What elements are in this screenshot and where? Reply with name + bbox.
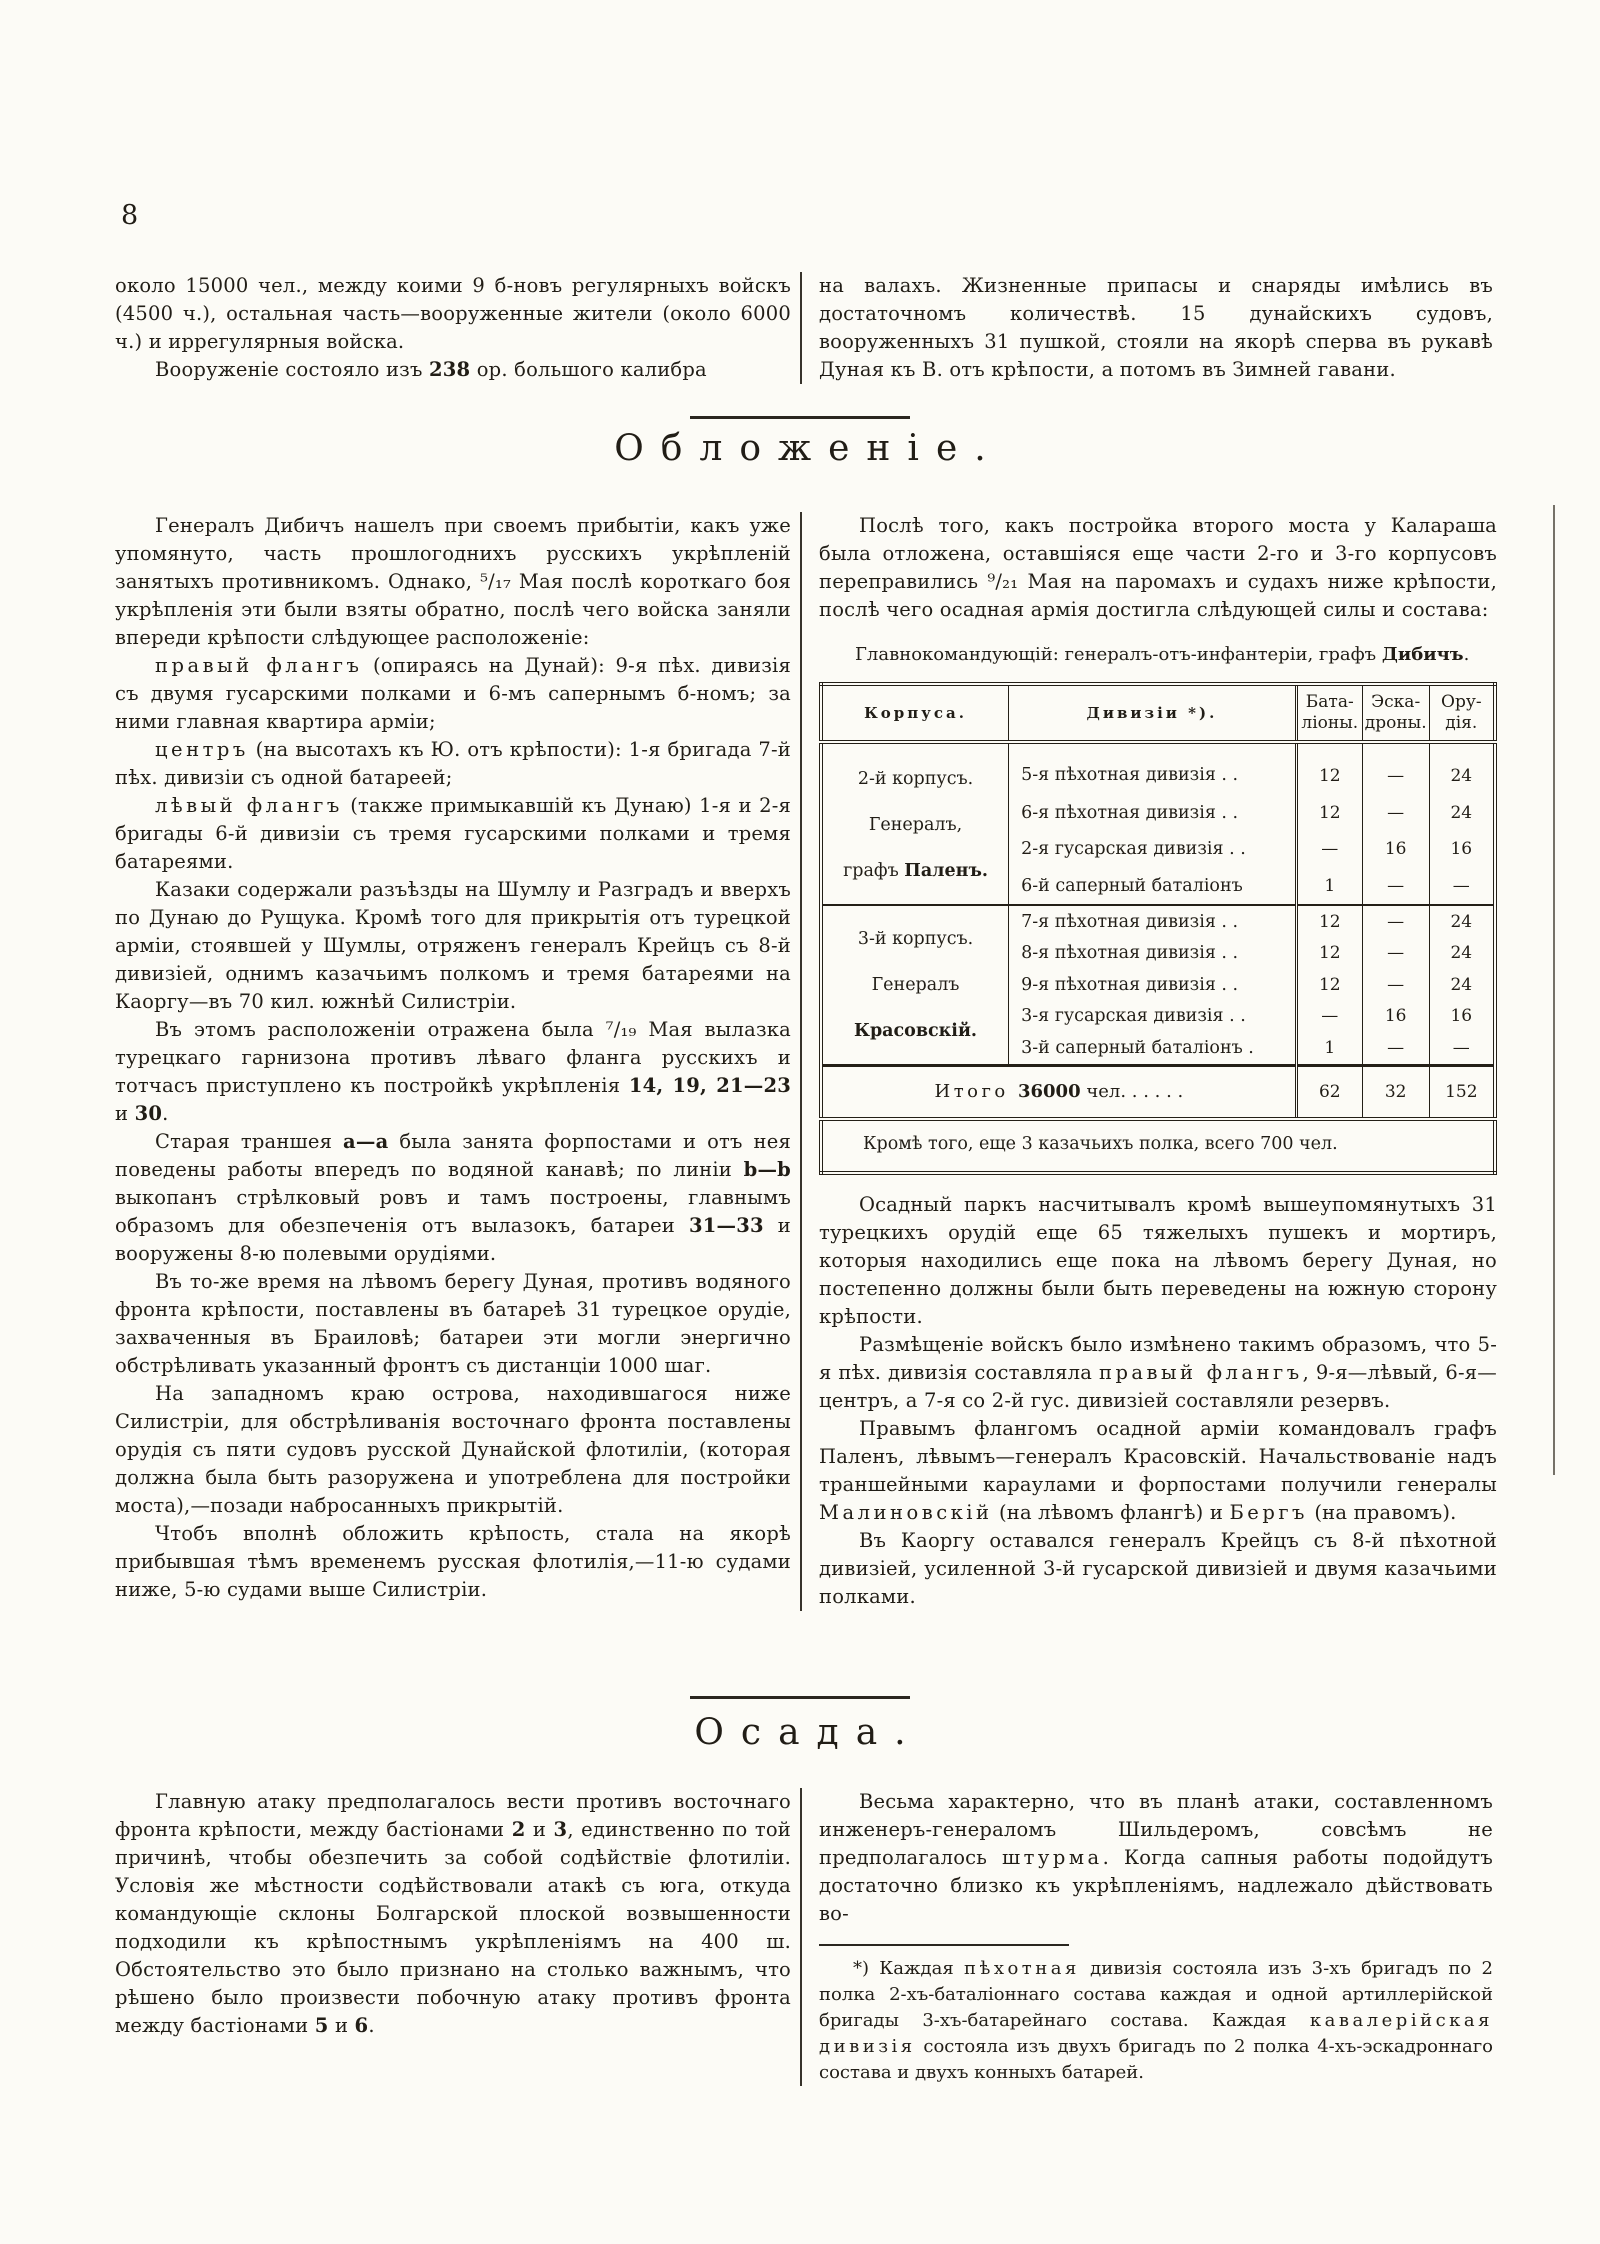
text-run: .	[162, 1102, 169, 1125]
text-run: центръ	[155, 738, 249, 761]
table-note-text: Кромѣ того, еще 3 казачьихъ полка, всего 700 чел.	[863, 1134, 1338, 1154]
corps-cell	[821, 742, 1009, 905]
text-run: и вооружены 8-ю полевыми орудіями.	[115, 1214, 791, 1265]
text-run: Старая траншея	[155, 1130, 344, 1153]
forces-table-value-cell: —	[1362, 938, 1429, 970]
forces-table-value-cell: 24	[1429, 938, 1495, 970]
text-run: Осадный паркъ насчитывалъ кромѣ вышеупомянутыхъ 31 турецкихъ орудій еще 65 тяжелыхъ пушекъ и мортиръ, которыя находились еще пока на лѣвомъ берегу Дуная, но постепенно должны были быть переведены на южную сторону крѣпости.	[819, 1193, 1497, 1328]
text-run: Дибичъ	[1381, 644, 1464, 665]
text-run: Размѣщеніе войскъ было измѣнено такимъ образомъ, что 5-я пѣх. дивизія составляла	[819, 1333, 1497, 1384]
text-run: Паленъ.	[904, 861, 988, 881]
intro-section	[115, 272, 1493, 384]
forces-table-column-header: Ору- дія.	[1429, 684, 1495, 742]
forces-table-value-cell: 12	[1296, 795, 1362, 831]
text-run: графъ	[843, 861, 905, 881]
forces-table-value-cell: —	[1362, 867, 1429, 905]
paragraph	[819, 1331, 1497, 1415]
division-cell: 8-я пѣхотная дивизія . .	[1009, 938, 1297, 970]
forces-table-row	[821, 905, 1495, 938]
division-cell: 5-я пѣхотная дивизія . .	[1009, 742, 1297, 795]
text-run: Бергъ	[1229, 1501, 1308, 1524]
text-run: чел. . . . . .	[1080, 1081, 1184, 1102]
text-run: На западномъ краю острова, находившагося ниже Силистріи, для обстрѣливанія восточнаго фронта поставлены орудія съ пяти судовъ русской Дунайской флотиліи, (которая должна была быть разоружена и употреблена для постройки моста),—позади набросанныхъ прикрытій.	[115, 1382, 791, 1517]
paragraph	[819, 1788, 1493, 1928]
text-run: 3-й корпусъ.	[857, 929, 974, 949]
intro-left-column	[115, 272, 791, 384]
paragraph	[115, 356, 791, 384]
text-run: и	[115, 1102, 135, 1125]
forces-table-value-cell: —	[1296, 1001, 1362, 1033]
oblozhenie-section	[115, 512, 1497, 1611]
text-run: и	[525, 1818, 554, 1841]
text-run: (на правомъ).	[1307, 1501, 1457, 1524]
intro-right-column	[800, 272, 1493, 384]
forces-table-value-cell: 12	[1296, 938, 1362, 970]
text-run: состояла изъ двухъ бригадъ по 2 полка 4-хъ-эскадроннаго состава и двухъ конныхъ батарей.	[819, 2036, 1493, 2083]
forces-table-value-cell: —	[1429, 867, 1495, 905]
text-run: Весьма характерно, что въ планѣ атаки, составленномъ инженеръ-генераломъ Шильдеромъ, совсѣмъ не предполагалось	[819, 1790, 1493, 1869]
text-run: Генералъ	[871, 975, 960, 995]
forces-table-value-cell: —	[1362, 1032, 1429, 1065]
text-run: на валахъ. Жизненные припасы и снаряды имѣлись въ достаточномъ количествѣ. 15 дунайскихъ судовъ, вооруженныхъ 31 пушкой, стояли на якорѣ сперва въ рукавѣ Дуная къ В. отъ крѣпости, а потомъ въ Зимней гавани.	[819, 274, 1493, 381]
commander-line	[819, 642, 1497, 668]
paragraph	[115, 652, 791, 736]
text-run: .	[368, 2014, 375, 2037]
text-run: выкопанъ стрѣлковый ровъ и тамъ построены, главнымъ образомъ для обезпеченія отъ вылазокъ, батареи	[115, 1186, 791, 1237]
paragraph	[819, 1956, 1493, 2086]
forces-table-value-cell: —	[1362, 795, 1429, 831]
forces-table-value-cell: 16	[1362, 831, 1429, 867]
text-run: , единственно по той причинѣ, чтобы обезпечить за собой содѣйствіе флотиліи. Условія же мѣстности содѣйствовали атакѣ съ юга, откуда командующіе склоны Болгарской плоской возвышенности подходили къ крѣпостнымъ укрѣпленіямъ на 400 ш. Обстоятельство это было признано на столько важнымъ, что рѣшено было произвести побочную атаку противъ фронта между бастіонами	[115, 1818, 791, 2037]
total-label-cell	[821, 1066, 1296, 1120]
text-run: (опираясь на Дунай): 9-я пѣх. дивизія съ двумя гусарскими полками и 6-мъ сапернымъ б-номъ; за ними главная квартира арміи;	[115, 654, 791, 733]
forces-table-note-row	[821, 1119, 1495, 1173]
right-column-intro-text	[819, 512, 1497, 624]
forces-table-column-header: Эска- дроны.	[1362, 684, 1429, 742]
paragraph	[115, 1788, 791, 2040]
division-cell: 6-й саперный баталіонъ	[1009, 867, 1297, 905]
forces-table-value-cell: 24	[1429, 795, 1495, 831]
forces-table-column-header: Корпуса.	[821, 684, 1009, 742]
text-run: Чтобъ вполнѣ обложить крѣпость, стала на якорѣ прибывшая тѣмъ временемъ русская флотилія,—11-ю судами ниже, 5-ю судами выше Силистріи.	[115, 1522, 791, 1601]
text-run: (также примыкавшій къ Дунаю) 1-я и 2-я бригады 6-й дивизіи съ тремя гусарскими полками и тремя батареями.	[115, 794, 791, 873]
oblozhenie-right-column	[800, 512, 1497, 1611]
text-run: Красовскій.	[854, 1021, 978, 1041]
forces-table-value-cell: 32	[1362, 1066, 1429, 1120]
osada-right-column	[800, 1788, 1493, 2086]
text-run: правый флангъ	[1098, 1361, 1303, 1384]
text-run: кавалерійская дивизія	[819, 2010, 1493, 2057]
text-run: 30	[134, 1102, 163, 1125]
text-run: правый флангъ	[155, 654, 363, 677]
text-run: пѣхотная	[963, 1958, 1080, 1979]
text-run: 2	[511, 1818, 526, 1841]
text-run: *) Каждая	[853, 1958, 964, 1979]
text-run: дивизія состояла изъ 3-хъ бригадъ по 2 полка 2-хъ-баталіоннаго состава каждая и одной артиллерійской бригады 3-хъ-батарейнаго состава. Каждая	[819, 1958, 1493, 2031]
text-run: Генералъ Дибичъ нашелъ при своемъ прибытіи, какъ уже упомянуто, часть прошлогоднихъ русскихъ укрѣпленій занятыхъ противникомъ. Однако, ⁵/₁₇ Мая послѣ короткаго боя укрѣпленія эти были взяты обратно, послѣ чего войска заняли впереди крѣпости слѣдующее расположеніе:	[115, 514, 791, 649]
division-cell: 2-я гусарская дивизія . .	[1009, 831, 1297, 867]
forces-table-value-cell: 24	[1429, 905, 1495, 938]
forces-table-value-cell: 12	[1296, 742, 1362, 795]
text-run: была занята форпостами и отъ нея поведены работы впередъ по водяной канавѣ; по линіи	[115, 1130, 791, 1181]
paragraph	[115, 272, 791, 356]
text-run: Итого	[934, 1081, 1018, 1102]
text-run: 36000	[1017, 1081, 1081, 1102]
text-run: Малиновскій	[819, 1501, 993, 1524]
forces-table-value-cell: 24	[1429, 969, 1495, 1001]
section-divider-rule	[690, 1696, 910, 1699]
division-cell: 6-я пѣхотная дивизія . .	[1009, 795, 1297, 831]
text-run: a—a	[343, 1130, 389, 1153]
forces-table-value-cell: 12	[1296, 905, 1362, 938]
text-run: Генералъ,	[868, 815, 963, 835]
paragraph	[115, 736, 791, 792]
paragraph	[819, 1415, 1497, 1527]
text-run: Вооруженіе состояло изъ	[155, 358, 429, 381]
division-cell: 7-я пѣхотная дивизія . .	[1009, 905, 1297, 938]
paragraph	[819, 272, 1493, 384]
forces-table-value-cell: 16	[1362, 1001, 1429, 1033]
text-run: .	[1463, 644, 1470, 665]
text-run: . Когда сапныя работы подойдутъ достаточно близко къ укрѣпленіямъ, надлежало дѣйствовать во-	[819, 1846, 1493, 1925]
text-run: 6	[354, 2014, 369, 2037]
paragraph	[115, 792, 791, 876]
text-run: Казаки содержали разъѣзды на Шумлу и Разградъ и вверхъ по Дунаю до Рущука. Кромѣ того для прикрытія отъ турецкой арміи, стоявшей у Шумлы, отряженъ генералъ Крейцъ съ 8-й дивизіей, однимъ казачьимъ полкомъ и тремя батареями на Каоргу—въ 70 кил. южнѣй Силистріи.	[115, 878, 791, 1013]
paragraph	[819, 1191, 1497, 1331]
paragraph	[115, 1128, 791, 1268]
division-cell: 3-я гусарская дивизія . .	[1009, 1001, 1297, 1033]
text-run: Главную атаку предполагалось вести противъ восточнаго фронта крѣпости, между бастіонами	[115, 1790, 791, 1841]
paragraph	[115, 1380, 791, 1520]
right-column-after-table-text	[819, 1191, 1497, 1611]
forces-table-value-cell: 24	[1429, 742, 1495, 795]
oblozhenie-left-column	[115, 512, 791, 1611]
forces-table-column-header: Бата- ліоны.	[1296, 684, 1362, 742]
text-run: около 15000 чел., между коими 9 б-новъ регулярныхъ войскъ (4500 ч.), остальная часть—вооруженные жители (около 6000 ч.) и иррегулярныя войска.	[115, 274, 791, 353]
forces-table-total-row	[821, 1066, 1495, 1120]
text-run: штурма	[1002, 1846, 1103, 1869]
text-run: (на лѣвомъ флангѣ) и	[992, 1501, 1230, 1524]
text-run: Въ этомъ расположеніи отражена была ⁷/₁₉ Мая вылазка турецкаго гарнизона противъ лѣваго фланга русскихъ и тотчасъ приступлено къ постройкѣ укрѣпленія	[115, 1018, 791, 1097]
forces-table-row	[821, 742, 1495, 795]
footnote-text	[819, 1956, 1493, 2086]
forces-table-value-cell: 152	[1429, 1066, 1495, 1120]
page-number: 8	[121, 200, 139, 231]
text-run: 2-й корпусъ.	[857, 769, 974, 789]
text-run: 3	[553, 1818, 568, 1841]
text-run: Правымъ флангомъ осадной арміи командовалъ графъ Паленъ, лѣвымъ—генералъ Красовскій. Начальствованіе надъ траншейными караулами и форпостами получили генералы	[819, 1417, 1497, 1496]
forces-table-value-cell: 16	[1429, 1001, 1495, 1033]
paragraph	[115, 876, 791, 1016]
text-run: 5	[314, 2014, 329, 2037]
osada-right-text	[819, 1788, 1493, 1928]
forces-table-column-header: Дивизіи *).	[1009, 684, 1297, 742]
paragraph	[115, 1520, 791, 1604]
section-divider-rule	[690, 416, 910, 419]
forces-table-value-cell: 1	[1296, 1032, 1362, 1065]
corps-cell	[821, 905, 1009, 1066]
text-run: Главнокомандующій: генералъ-отъ-инфантеріи, графъ	[855, 644, 1382, 665]
text-run: и	[328, 2014, 355, 2037]
forces-table	[819, 682, 1497, 1175]
forces-table-value-cell: 1	[1296, 867, 1362, 905]
paragraph	[819, 642, 1497, 668]
text-run: , 9-я—лѣвый, 6-я—центръ, а 7-я со 2-й гус. дивизіей составляли резервъ.	[819, 1361, 1497, 1412]
text-run: (на высотахъ къ Ю. отъ крѣпости): 1-я бригада 7-й пѣх. дивизіи съ одной батареей;	[115, 738, 791, 789]
paragraph	[115, 512, 791, 652]
forces-table-value-cell: 12	[1296, 969, 1362, 1001]
forces-table-value-cell: 62	[1296, 1066, 1362, 1120]
division-cell: 9-я пѣхотная дивизія . .	[1009, 969, 1297, 1001]
paragraph	[115, 1016, 791, 1128]
footnote-rule	[819, 1944, 1069, 1946]
forces-table-value-cell: —	[1296, 831, 1362, 867]
forces-table-value-cell: —	[1362, 742, 1429, 795]
section-title-osada: Осада.	[694, 1712, 923, 1753]
text-run: 238	[429, 358, 471, 381]
text-run: ор. большого калибра	[470, 358, 707, 381]
forces-table-value-cell: 16	[1429, 831, 1495, 867]
forces-table-value-cell: —	[1429, 1032, 1495, 1065]
paragraph	[115, 1268, 791, 1380]
paragraph	[819, 1527, 1497, 1611]
osada-section	[115, 1788, 1493, 2086]
text-run: 31—33	[689, 1214, 764, 1237]
text-run: Въ то-же время на лѣвомъ берегу Дуная, противъ водяного фронта крѣпости, поставлены въ батареѣ 31 турецкое орудіе, захваченныя въ Браиловѣ; батареи эти могли энергично обстрѣливать указанный фронтъ съ дистанціи 1000 шаг.	[115, 1270, 791, 1377]
paragraph	[819, 512, 1497, 624]
text-run: Въ Каоргу оставался генералъ Крейцъ съ 8-й пѣхотной дивизіей, усиленной 3-й гусарской дивизіей и двумя казачьими полками.	[819, 1529, 1497, 1608]
forces-table-value-cell: —	[1362, 905, 1429, 938]
text-run: 14, 19, 21—23	[628, 1074, 791, 1097]
osada-left-column	[115, 1788, 791, 2086]
scan-artifact-line	[1553, 505, 1555, 1475]
text-run: лѣвый флангъ	[155, 794, 343, 817]
section-title-oblozhenie: Обложеніе.	[614, 428, 1003, 469]
text-run: Послѣ того, какъ постройка второго моста у Калараша была отложена, оставшіяся еще части 2-го и 3-го корпусовъ переправились ⁹/₂₁ Мая на паромахъ и судахъ ниже крѣпости, послѣ чего осадная армія достигла слѣдующей силы и состава:	[819, 514, 1497, 621]
forces-table-value-cell: —	[1362, 969, 1429, 1001]
division-cell: 3-й саперный баталіонъ .	[1009, 1032, 1297, 1065]
text-run: b—b	[743, 1158, 791, 1181]
